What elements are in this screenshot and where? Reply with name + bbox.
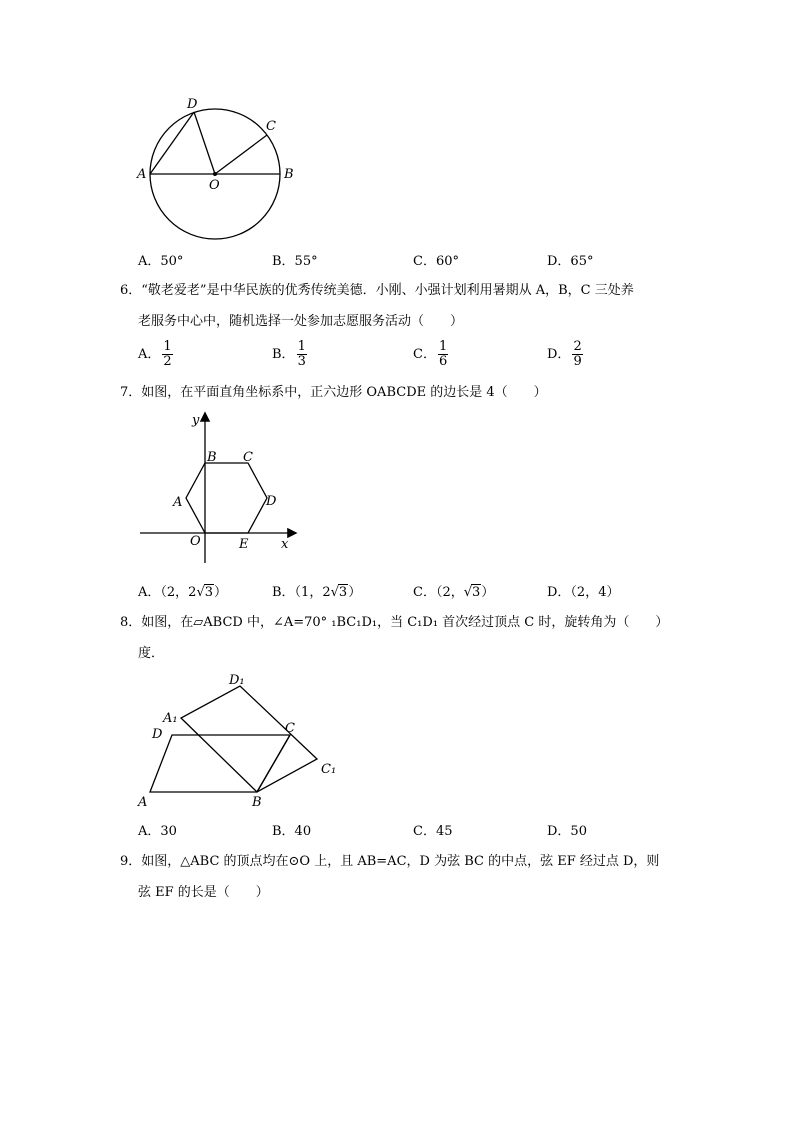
q7-option-a-post: ） [214,585,228,600]
q6-option-d[interactable] [547,340,583,369]
q8-option-a[interactable]: A．30 [138,824,177,839]
label-c1: C₁ [321,762,337,777]
chord-ad [150,112,194,174]
q6-text-line2: 老服务中心中，随机选择一处参加志愿服务活动（ ） [138,314,464,329]
label-d: D [152,727,163,742]
label-d: D [266,494,277,509]
q6-option-a[interactable] [138,340,173,369]
q5-option-a[interactable]: A．50° [138,254,184,269]
label-y: y [192,413,200,428]
q6-option-b[interactable] [272,340,307,369]
q8-text-line2: 度． [138,646,165,661]
label-c: C [243,450,253,465]
label-b: B [284,167,294,182]
q9-text-line2: 弦 EF 的长是（ ） [138,885,269,900]
q7-option-b[interactable]: B．（1，2√3） [272,585,362,600]
q7-option-b-pre: B．（1，2 [272,585,331,600]
q6-option-d-fraction: $\frac{2}{9}$ [573,339,582,369]
label-a1: A₁ [163,711,178,726]
q5-circle-figure [130,90,310,250]
parallelogram-abcd [150,735,290,792]
q5-option-d[interactable]: D．65° [547,254,594,269]
label-c: C [266,119,276,134]
q7-text-line1: 7．如图，在平面直角坐标系中，正六边形 OABCDE 的边长是 4（ ） [120,385,547,400]
q7-option-d[interactable] [547,581,619,600]
q6-option-a-fraction: $\frac{1}{2}$ [163,339,172,369]
label-b: B [252,795,262,810]
q7-option-d-text: D．（2，4） [547,585,620,600]
q7-option-a-pre: A．（2，2 [138,585,197,600]
q7-option-c-radicand: 3 [472,585,481,600]
radius-oc [215,135,267,174]
center-point [213,172,217,176]
q8-option-d[interactable]: D．50 [547,824,587,839]
label-a: A [138,795,148,810]
q7-option-c-post: ） [481,585,495,600]
q6-option-c-label: C． [413,347,436,362]
label-o: O [209,178,220,193]
label-o: O [190,534,201,549]
q7-option-a[interactable]: A．（2，2√3） [138,585,228,600]
q8-parallelogram-figure [135,670,350,815]
hexagon-oabcde [186,463,267,533]
label-b: B [207,450,217,465]
q7-option-c[interactable]: C．（2，√3） [413,585,495,600]
q8-text-line1: 8．如图，在▱ABCD 中，∠A=70° ₁BC₁D₁，当 C₁D₁ 首次经过顶点 C 时，旋转角为（ ） [120,615,669,630]
q8-option-b[interactable]: B．40 [272,824,312,839]
label-d1: D₁ [229,673,245,688]
q5-option-c[interactable]: C．60° [413,254,459,269]
q6-option-c[interactable] [413,340,448,369]
label-c: C [285,721,295,736]
radius-od [194,112,215,174]
q6-option-b-label: B． [272,347,295,362]
label-a: A [173,495,183,510]
q7-option-a-radicand: 3 [204,585,214,600]
label-a: A [137,167,147,182]
parallelogram-a1bc1d1 [181,686,317,792]
q6-option-b-fraction: $\frac{1}{3}$ [297,339,306,369]
label-x: x [281,537,289,552]
q6-option-c-fraction: $\frac{1}{6}$ [438,339,448,369]
q5-option-b[interactable]: B．55° [272,254,318,269]
q7-hexagon-figure [135,408,305,568]
q6-option-d-label: D． [547,347,571,362]
q6-text-line1: 6．“敬老爱老”是中华民族的优秀传统美德．小刚、小强计划利用暑期从 A，B，C 三处养 [120,283,634,298]
q9-text-line1: 9．如图，△ABC 的顶点均在⊙O 上，且 AB=AC，D 为弦 BC 的中点，弦 EF 经过点 D，则 [120,854,660,869]
q8-option-c[interactable]: C．45 [413,824,453,839]
label-e: E [239,537,249,552]
q7-option-b-post: ） [348,585,362,600]
q7-option-b-radicand: 3 [338,585,348,600]
label-d: D [187,97,198,112]
q7-option-c-pre: C．（2， [413,585,464,600]
q6-option-a-label: A． [138,347,161,362]
